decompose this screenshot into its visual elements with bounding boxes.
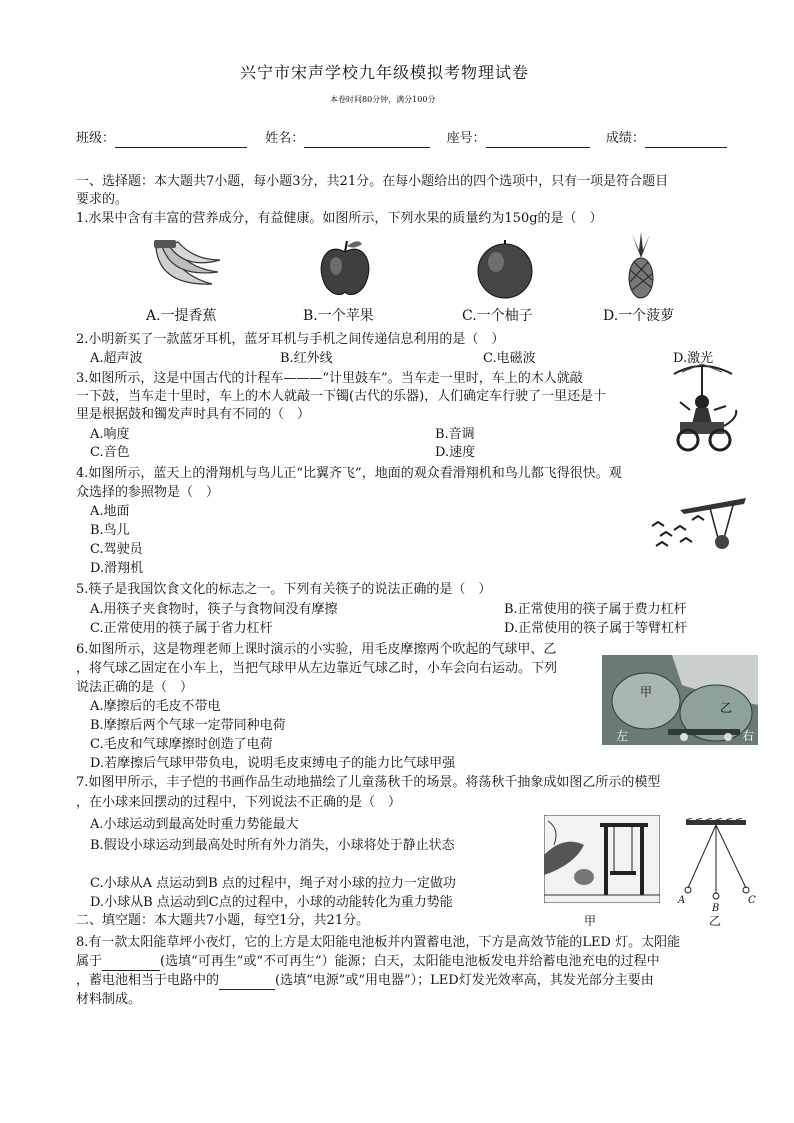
q1-option-c[interactable]: C.一个柚子 xyxy=(462,308,533,324)
q8-line4: 材料制成。 xyxy=(76,992,142,1007)
q8-blank-1[interactable] xyxy=(102,956,160,971)
drum-cart-image xyxy=(662,362,742,454)
q2-option-c[interactable]: C.电磁波 xyxy=(483,351,536,366)
q7-line2: ，在小球来回摆动的过程中，下列说法不正确的是（ ） xyxy=(76,795,402,810)
q2-option-a[interactable]: A.超声波 xyxy=(90,351,143,366)
q6-option-a[interactable]: A.摩擦后的毛皮不带电 xyxy=(90,699,221,714)
section1-header-line2: 要求的。 xyxy=(76,192,129,207)
q7-option-d[interactable]: D.小球从B 点运动到C点的过程中，小球的动能转化为重力势能 xyxy=(90,895,453,910)
q7-option-c[interactable]: C.小球从A 点运动到B 点的过程中，绳子对小球的拉力一定做功 xyxy=(90,876,456,891)
page-title: 兴宁市宋声学校九年级模拟考物理试卷 xyxy=(240,63,530,82)
q7-option-b[interactable]: B.假设小球运动到最高处时所有外力消失，小球将处于静止状态 xyxy=(90,838,455,853)
q1-option-d[interactable]: D.一个菠萝 xyxy=(603,308,675,324)
q6-option-c[interactable]: C.毛皮和气球摩擦时创造了电荷 xyxy=(90,737,273,752)
q3-line3: 里是根据鼓和镯发声时具有不同的（ ） xyxy=(76,407,311,422)
swing-painting-image xyxy=(544,815,660,903)
q2-option-d[interactable]: D.激光 xyxy=(673,351,714,366)
q5-option-c[interactable]: C.正常使用的筷子属于省力杠杆 xyxy=(90,621,273,636)
q3-option-c[interactable]: C.音色 xyxy=(90,445,130,460)
swing-jia-label: 甲 xyxy=(584,914,597,928)
score-field[interactable] xyxy=(645,133,727,148)
class-field[interactable] xyxy=(115,133,247,148)
pendulum-point-b: B xyxy=(712,903,720,914)
pendulum-point-a: A xyxy=(678,895,686,906)
q6-line1: 6.如图所示，这是物理老师上课时演示的小实验，用毛皮摩擦两个吹起的气球甲、乙 xyxy=(76,642,557,657)
name-label: 姓名： xyxy=(265,131,305,146)
q8-line2-prefix: 属于 xyxy=(76,954,103,969)
q4-line1: 4.如图所示，蓝天上的滑翔机与鸟儿正“比翼齐飞”，地面的观众看滑翔机和鸟儿都飞得很快。观 xyxy=(76,466,622,481)
q2-option-b[interactable]: B.红外线 xyxy=(280,351,333,366)
glider-birds-image xyxy=(650,490,750,560)
pomelo-image xyxy=(474,238,536,300)
q7-line1: 7.如图甲所示，丰子恺的书画作品生动地描绘了儿童荡秋千的场景。将荡秋千抽象成如图乙所示的模型 xyxy=(76,775,661,790)
q8-line3-suffix: (选填“电源”或“用电器”）；LED灯发光效率高，其发光部分主要由 xyxy=(275,973,654,988)
q4-option-b[interactable]: B.鸟儿 xyxy=(90,523,130,538)
section2-header: 二、填空题：本大题共7小题，每空1分，共21分。 xyxy=(76,913,370,928)
q1-stem: 1.水果中含有丰富的营养成分，有益健康。如图所示，下列水果的质量约为150g的是（ ） xyxy=(76,211,603,226)
apple-image xyxy=(316,238,374,298)
right-direction-label: 右 xyxy=(742,729,755,743)
q4-option-a[interactable]: A.地面 xyxy=(90,504,130,519)
q3-option-d[interactable]: D.速度 xyxy=(435,445,476,460)
exam-duration-note: 本卷时间80分钟，满分100分 xyxy=(330,95,436,104)
q5-option-a[interactable]: A.用筷子夹食物时，筷子与食物间没有摩擦 xyxy=(90,602,338,617)
section1-header-line1: 一、选择题：本大题共7小题，每小题3分，共21分。在每小题给出的四个选项中，只有一项是符合题目 xyxy=(76,174,669,189)
left-direction-label: 左 xyxy=(616,729,629,743)
q3-option-b[interactable]: B.音调 xyxy=(435,427,475,442)
balloon-jia-label: 甲 xyxy=(640,685,653,699)
pendulum-yi-label: 乙 xyxy=(709,914,722,928)
q6-line2: ，将气球乙固定在小车上，当把气球甲从左边靠近气球乙时，小车会向右运动。下列 xyxy=(76,661,558,676)
pineapple-image xyxy=(624,232,658,300)
q8-line1: 8.有一款太阳能草坪小夜灯，它的上方是太阳能电池板并内置蓄电池，下方是高效节能的LED 灯。太阳能 xyxy=(76,935,681,950)
pendulum-point-c: C xyxy=(748,895,756,906)
q5-option-b[interactable]: B.正常使用的筷子属于费力杠杆 xyxy=(504,602,687,617)
balloon-photo xyxy=(602,655,758,745)
q7-option-a[interactable]: A.小球运动到最高处时重力势能最大 xyxy=(90,817,299,832)
score-label: 成绩： xyxy=(605,131,645,146)
q5-stem: 5.筷子是我国饮食文化的标志之一。下列有关筷子的说法正确的是（ ） xyxy=(76,582,492,597)
q4-option-d[interactable]: D.滑翔机 xyxy=(90,561,144,576)
q6-option-b[interactable]: B.摩擦后两个气球一定带同种电荷 xyxy=(90,718,286,733)
q3-line1: 3.如图所示，这是中国古代的计程车———“计里鼓车”。当车走一里时，车上的木人就敲 xyxy=(76,371,583,386)
q1-option-a[interactable]: A.一提香蕉 xyxy=(146,308,217,324)
q8-blank-2[interactable] xyxy=(219,975,275,990)
class-label: 班级： xyxy=(76,131,116,146)
q3-option-a[interactable]: A.响度 xyxy=(90,427,130,442)
q8-line2 xyxy=(76,953,660,971)
q6-line3: 说法正确的是（ ） xyxy=(76,680,194,695)
balloon-yi-label: 乙 xyxy=(720,701,733,715)
q8-line2-suffix: (选填“可再生”或“不可再生”）能源；白天，太阳能电池板发电并给蓄电池充电的过程中 xyxy=(160,954,660,969)
q2-stem: 2.小明新买了一款蓝牙耳机，蓝牙耳机与手机之间传递信息利用的是（ ） xyxy=(76,332,505,347)
q4-line2: 众选择的参照物是（ ） xyxy=(76,485,220,500)
q8-line3-prefix: ，蓄电池相当于电路中的 xyxy=(76,973,220,988)
q1-option-b[interactable]: B.一个苹果 xyxy=(303,308,374,324)
name-field[interactable] xyxy=(304,133,430,148)
seat-field[interactable] xyxy=(486,133,590,148)
q5-option-d[interactable]: D.正常使用的筷子属于等臂杠杆 xyxy=(504,621,688,636)
q4-option-c[interactable]: C.驾驶员 xyxy=(90,542,143,557)
student-info-row xyxy=(76,130,727,148)
q8-line3 xyxy=(76,972,654,990)
banana-image xyxy=(150,238,222,298)
q3-line2: 一下鼓，当车走十里时，车上的木人就敲一下镯(古代的乐器)，人们确定车行驶了一里还是十 xyxy=(76,389,607,404)
q6-option-d[interactable]: D.若摩擦后气球甲带负电，说明毛皮束缚电子的能力比气球甲强 xyxy=(90,756,456,771)
seat-label: 座号： xyxy=(446,131,486,146)
